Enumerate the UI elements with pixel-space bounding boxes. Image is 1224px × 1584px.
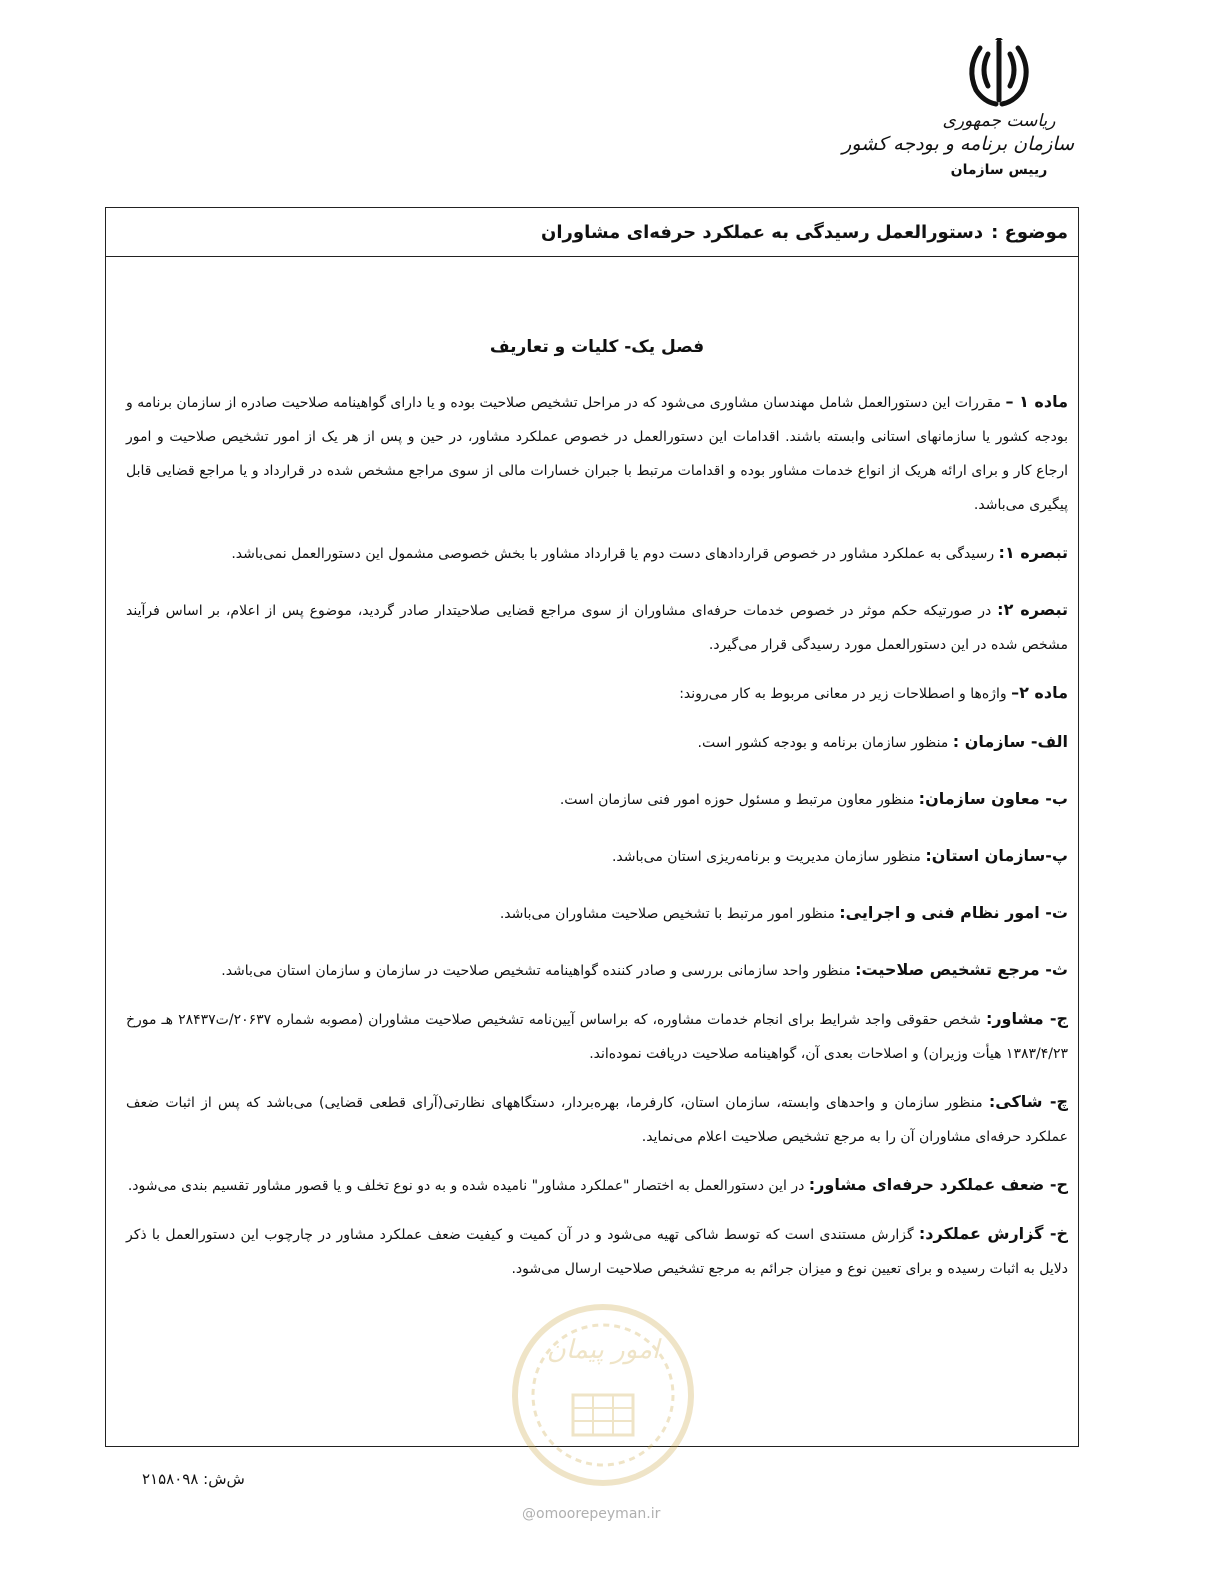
note-2 — [126, 593, 1068, 662]
watermark-seal-icon — [508, 1300, 698, 1490]
iran-emblem-icon — [962, 38, 1036, 108]
definition-text: در این دستورالعمل به اختصار "عملکرد مشاور" نامیده شده و به دو نوع تخلف و یا قصور مشاور تقسیم بندی می‌شود. — [127, 1178, 805, 1194]
note-2-label: تبصره ۲: — [997, 600, 1068, 619]
definition-text: شخص حقوقی واجد شرایط برای انجام خدمات مشاوره، که براساس آیین‌نامه تشخیص صلاحیت مشاوران (مصوبه شماره ۲۰۶۳۷/ت۲۸۴۳۷ هـ مورخ ۱۳۸۳/۴/۲۳ هیأت وزیران) و اصلاحات بعدی آن، گواهینامه صلاحیت دریافت نموده‌اند. — [126, 1012, 1068, 1062]
definition-text: گزارش مستندی است که توسط شاکی تهیه می‌شود و در آن کمیت و کیفیت ضعف عملکرد مشاور در چارچوب این دستورالعمل با ذکر دلایل به اثبات رسیده و برای تعیین نوع و میزان جرائم به مرجع تشخیص صلاحیت ارسال می‌شود. — [126, 1227, 1068, 1277]
subject-label: موضوع : — [991, 221, 1068, 243]
definition-item — [126, 725, 1068, 760]
definition-label: خ- گزارش عملکرد: — [918, 1224, 1068, 1243]
definition-text: منظور واحد سازمانی بررسی و صادر کننده گواهینامه تشخیص صلاحیت در سازمان و سازمان استان می‌باشد. — [221, 963, 851, 979]
definition-text: منظور سازمان مدیریت و برنامه‌ریزی استان می‌باشد. — [611, 849, 921, 865]
definition-label: چ- شاکی: — [988, 1092, 1069, 1111]
chapter-title: فصل یک- کلیات و تعاریف — [489, 337, 705, 357]
definition-text: منظور سازمان و واحدهای وابسته، سازمان استان، کارفرما، بهره‌بردار، دستگاههای نظارتی(آرای قطعی قضایی) می‌باشد که پس از اثبات ضعف عملکرد حرفه‌ای مشاوران آن را به مرجع تشخیص صلاحیت اعلام می‌نماید. — [126, 1095, 1068, 1145]
document-body — [106, 337, 1078, 1286]
article-2-text: واژه‌ها و اصطلاحات زیر در معانی مربوط به کار می‌روند: — [679, 686, 1007, 702]
article-1 — [126, 385, 1068, 522]
definition-label: پ-سازمان استان: — [925, 846, 1068, 865]
document-frame — [105, 207, 1079, 1447]
article-2 — [126, 676, 1068, 711]
definition-item — [126, 839, 1068, 874]
subject-row — [106, 208, 1078, 257]
subject-text: دستورالعمل رسیدگی به عملکرد حرفه‌ای مشاوران — [541, 221, 984, 243]
definition-item — [126, 1002, 1068, 1071]
definition-label: الف- سازمان : — [952, 732, 1068, 751]
definition-item — [126, 1168, 1068, 1203]
definition-label: ج- مشاور: — [985, 1009, 1069, 1028]
note-2-text: در صورتیکه حکم موثر در خصوص خدمات حرفه‌ای مشاوران از سوی مراجع قضایی صلاحیتدار صادر گردید، موضوع پس از اعلام، بر اساس فرآیند مشخص شده در این دستورالعمل مورد رسیدگی قرار می‌گیرد. — [126, 603, 1068, 653]
office-title: رییس سازمان — [950, 162, 1048, 178]
definition-label: ح- ضعف عملکرد حرفه‌ای مشاور: — [808, 1175, 1068, 1194]
definition-label: ت- امور نظام فنی و اجرایی: — [839, 903, 1068, 922]
website-watermark: @omoorepeyman.ir — [522, 1506, 661, 1522]
definition-item — [126, 1217, 1068, 1286]
article-1-label: ماده ۱ – — [1005, 392, 1068, 411]
definition-text: منظور امور مرتبط با تشخیص صلاحیت مشاوران می‌باشد. — [499, 906, 835, 922]
document-serial: ش‌ش: ۲۱۵۸۰۹۸ — [142, 1470, 245, 1488]
article-2-label: ماده ۲– — [1011, 683, 1068, 702]
definition-label: ث- مرجع تشخیص صلاحیت: — [855, 960, 1068, 979]
definition-item — [126, 1085, 1068, 1154]
definition-text: منظور معاون مرتبط و مسئول حوزه امور فنی سازمان است. — [559, 792, 915, 808]
presidency-line: ریاست جمهوری — [942, 111, 1056, 131]
watermark-text: امور پیمان — [546, 1335, 660, 1365]
article-1-text: مقررات این دستورالعمل شامل مهندسان مشاوری می‌شود که در مراحل تشخیص صلاحیت بوده و یا دارای گواهینامه صلاحیت صادره از سازمان برنامه و بودجه کشور یا سازمانهای استانی وابسته باشند. اقدامات این دستورالعمل در خصوص عملکرد مشاور، در حین و پس از هر یک از امور تشخیص صلاحیت و امور ارجاع کار و برای ارائه هریک از انواع خدمات مشاور بوده و اقدامات مرتبط با جبران خسارات مالی از سوی مراجع مشخص شده در قرارداد و یا مراجع قضایی قابل پیگیری می‌باشد. — [125, 395, 1068, 513]
note-1 — [126, 536, 1068, 571]
organization-line: سازمان برنامه و بودجه کشور — [842, 133, 1074, 155]
note-1-text: رسیدگی به عملکرد مشاور در خصوص قراردادهای دست دوم یا قرارداد مشاور با بخش خصوصی مشمول این دستورالعمل نمی‌باشد. — [231, 546, 995, 562]
definition-item — [126, 782, 1068, 817]
definition-item — [126, 896, 1068, 931]
definition-item — [126, 953, 1068, 988]
definition-text: منظور سازمان برنامه و بودجه کشور است. — [697, 735, 949, 751]
note-1-label: تبصره ۱: — [998, 543, 1068, 562]
definition-label: ب- معاون سازمان: — [918, 789, 1068, 808]
letterhead — [842, 38, 1074, 178]
